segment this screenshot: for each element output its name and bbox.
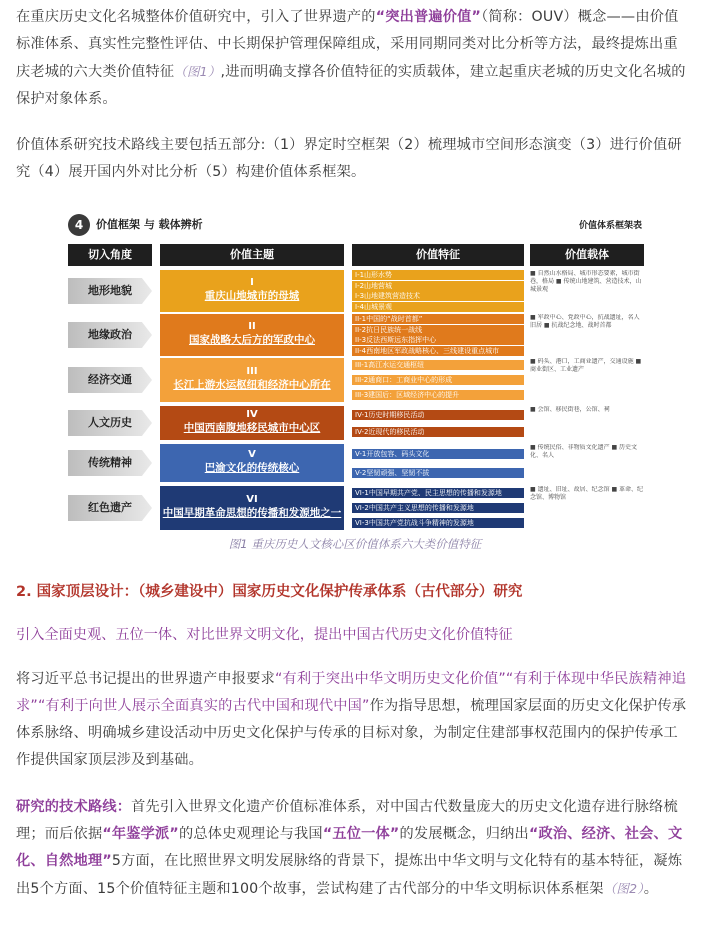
value-feature-bar: I-2山地营城 bbox=[352, 281, 524, 291]
figure-1-ref[interactable]: （图1） bbox=[174, 64, 221, 79]
theme-number: I bbox=[250, 277, 254, 288]
theme-number: II bbox=[248, 321, 256, 332]
value-framework-figure bbox=[60, 210, 650, 551]
value-feature-bar: II-4西南地区军政战略核心、三线建设重点城市 bbox=[352, 346, 524, 356]
value-feature-bar: II-2抗日民族统一战线 bbox=[352, 325, 524, 335]
value-carrier-text: ■ 会馆、移民街巷，公馆、祠 bbox=[530, 406, 610, 413]
value-carrier-text: ■ 传统民俗、非物质文化遗产 ■ 历史文化、名人 bbox=[530, 444, 638, 459]
value-theme-block bbox=[160, 358, 344, 402]
theme-text: 巴渝文化的传统核心 bbox=[204, 462, 300, 474]
section-2-heading: 2. 国家顶层设计：（城乡建设中）国家历史文化保护传承体系（古代部分）研究 bbox=[16, 584, 523, 600]
value-feature-bar: I-3山地建筑营造技术 bbox=[352, 291, 524, 301]
figure-2-ref[interactable]: （图2） bbox=[603, 881, 644, 896]
value-feature-bar: IV-1历史时期移民活动 bbox=[352, 410, 524, 420]
five-in-one-highlight: “五位一体” bbox=[322, 826, 400, 842]
col-header-angle: 切入角度 bbox=[68, 244, 152, 266]
research-route-paragraph: 研究的技术路线：首先引入世界文化遗产价值标准体系，对中国古代数量庞大的历史文化遗存进行脉络梳理；而后依据“年鉴学派”的总体史观理论与我国“五位一体”的发展概念，归纳出“政治、经济、社会、文化、自然地理”5方面，在比照世界文明发展脉络的背景下，提炼出中华文明与文化特有的基本特征，凝炼出5个方面、15个价值特征主题和100个故事，尝试构建了古代部分的中华文明标识体系框架（图2）。 bbox=[16, 799, 683, 897]
col-header-feature: 价值特征 bbox=[352, 244, 524, 266]
value-feature-bar: III-2通商口：工商业中心的形成 bbox=[352, 375, 524, 385]
value-theme-block bbox=[160, 486, 344, 530]
figure-number-badge: 4 bbox=[68, 214, 90, 236]
theme-number: VI bbox=[246, 494, 258, 505]
heritage-requirements-quote: “有利于突出中华文明历史文化价值”“有利于体现中华民族精神追求”“有利于向世人展示全面真实的古代中国和现代中国” bbox=[16, 671, 687, 714]
theme-number: V bbox=[248, 449, 256, 460]
angle-label: 地缘政治 bbox=[88, 328, 132, 341]
figure-title: 价值框架 与 载体辨析 bbox=[96, 218, 203, 231]
value-feature-bar: VI-3中国共产党抗战斗争精神的发源地 bbox=[352, 518, 524, 528]
figure-caption: 图1 重庆历史人文核心区价值体系六大类价值特征 bbox=[228, 537, 482, 551]
theme-number: III bbox=[246, 366, 258, 377]
section-2-subheading: 引入全面史观、五位一体、对比世界文明文化，提出中国古代历史文化价值特征 bbox=[16, 627, 513, 643]
value-carrier-text: ■ 码头、港口，工商业遗产，交通设施 ■ 商业街区、工业遗产 bbox=[530, 358, 642, 373]
value-feature-bar: III-3建国后：区域经济中心的提升 bbox=[352, 390, 524, 400]
value-feature-bar: IV-2近现代的移民活动 bbox=[352, 427, 524, 437]
value-theme-block bbox=[160, 314, 344, 356]
value-feature-bar: III-1高江水运交通枢纽 bbox=[352, 360, 524, 370]
value-theme-block bbox=[160, 406, 344, 440]
value-carrier-text: ■ 遗址、旧址、故居、纪念馆 ■ 革命、纪念馆、博物馆 bbox=[530, 486, 644, 501]
annales-school-highlight: “年鉴学派” bbox=[102, 826, 179, 842]
five-aspects-highlight: “政治、经济、社会、文化、自然地理” bbox=[16, 826, 683, 869]
theme-text: 长江上游水运枢纽和经济中心所在 bbox=[173, 379, 331, 391]
value-theme-block bbox=[160, 270, 344, 312]
value-carrier-text: ■ 军政中心、党政中心，抗战遗址，名人旧居 ■ 抗战纪念地、战时首都 bbox=[530, 314, 640, 329]
figure-right-title: 价值体系框架表 bbox=[578, 221, 642, 231]
value-feature-bar: V-2坚韧顽强、坚韧不拔 bbox=[352, 468, 524, 478]
figure-header bbox=[60, 210, 650, 238]
research-route-label: 研究的技术路线： bbox=[16, 799, 132, 815]
theme-text: 国家战略大后方的军政中心 bbox=[189, 334, 315, 346]
value-feature-bar: II-1中国的“战时首都” bbox=[352, 314, 524, 324]
angle-label: 传统精神 bbox=[88, 456, 132, 469]
theme-text: 中国西南腹地移民城市中心区 bbox=[183, 422, 321, 434]
tech-route-paragraph: 价值体系研究技术路线主要包括五部分:（1）界定时空框架（2）梳理城市空间形态演变（3）进行价值研究（4）展开国内外对比分析（5）构建价值体系框架。 bbox=[16, 137, 682, 180]
value-feature-bar: VI-1中国早期共产党、民主思想的传播和发源地 bbox=[352, 488, 524, 498]
value-feature-bar: I-1山形水势 bbox=[352, 270, 524, 280]
value-feature-bar: I-4山城景观 bbox=[352, 302, 524, 312]
value-carrier-text: ■ 自然山水格局、城市形态要素，城市街巷，格局 ■ 传统山地建筑、营造技术，山城景观 bbox=[530, 270, 642, 293]
value-feature-bar: VI-2中国共产主义思想的传播和发源地 bbox=[352, 503, 524, 513]
intro-paragraph: 在重庆历史文化名城整体价值研究中，引入了世界遗产的“突出普遍价值”（简称：OUV）概念——由价值标准体系、真实性完整性评估、中长期保护管理保障组成，采用同期同类对比分析等方法，最终提炼出重庆老城的六大类价值特征（图1）,进而明确支撑各价值特征的实质载体，建立起重庆老城的历史文化名城的保护对象体系。 bbox=[16, 9, 686, 107]
angle-label: 地形地貌 bbox=[88, 284, 132, 297]
theme-text: 中国早期革命思想的传播和发源地之一 bbox=[162, 507, 342, 519]
value-theme-block bbox=[160, 444, 344, 482]
theme-number: IV bbox=[246, 409, 258, 420]
ouv-highlight: “突出普遍价值” bbox=[375, 9, 482, 25]
theme-text: 重庆山地城市的母城 bbox=[204, 290, 300, 302]
col-header-theme: 价值主题 bbox=[160, 244, 344, 266]
angle-label: 红色遗产 bbox=[88, 501, 132, 514]
value-feature-bar: II-3反法西斯远东指挥中心 bbox=[352, 335, 524, 345]
col-header-carrier: 价值载体 bbox=[530, 244, 644, 266]
angle-label: 经济交通 bbox=[88, 373, 132, 386]
angle-label: 人文历史 bbox=[88, 416, 132, 429]
guidance-paragraph: 将习近平总书记提出的世界遗产申报要求“有利于突出中华文明历史文化价值”“有利于体现中华民族精神追求”“有利于向世人展示全面真实的古代中国和现代中国”作为指导思想，梳理国家层面的历史文化保护传承体系脉络、明确城乡建设活动中历史文化保护与传承的目标对象，为制定住建部事权范围内的保护传承工作提供国家顶层涉及到基础。 bbox=[16, 671, 687, 768]
value-feature-bar: V-1开放包容、码头文化 bbox=[352, 449, 524, 459]
